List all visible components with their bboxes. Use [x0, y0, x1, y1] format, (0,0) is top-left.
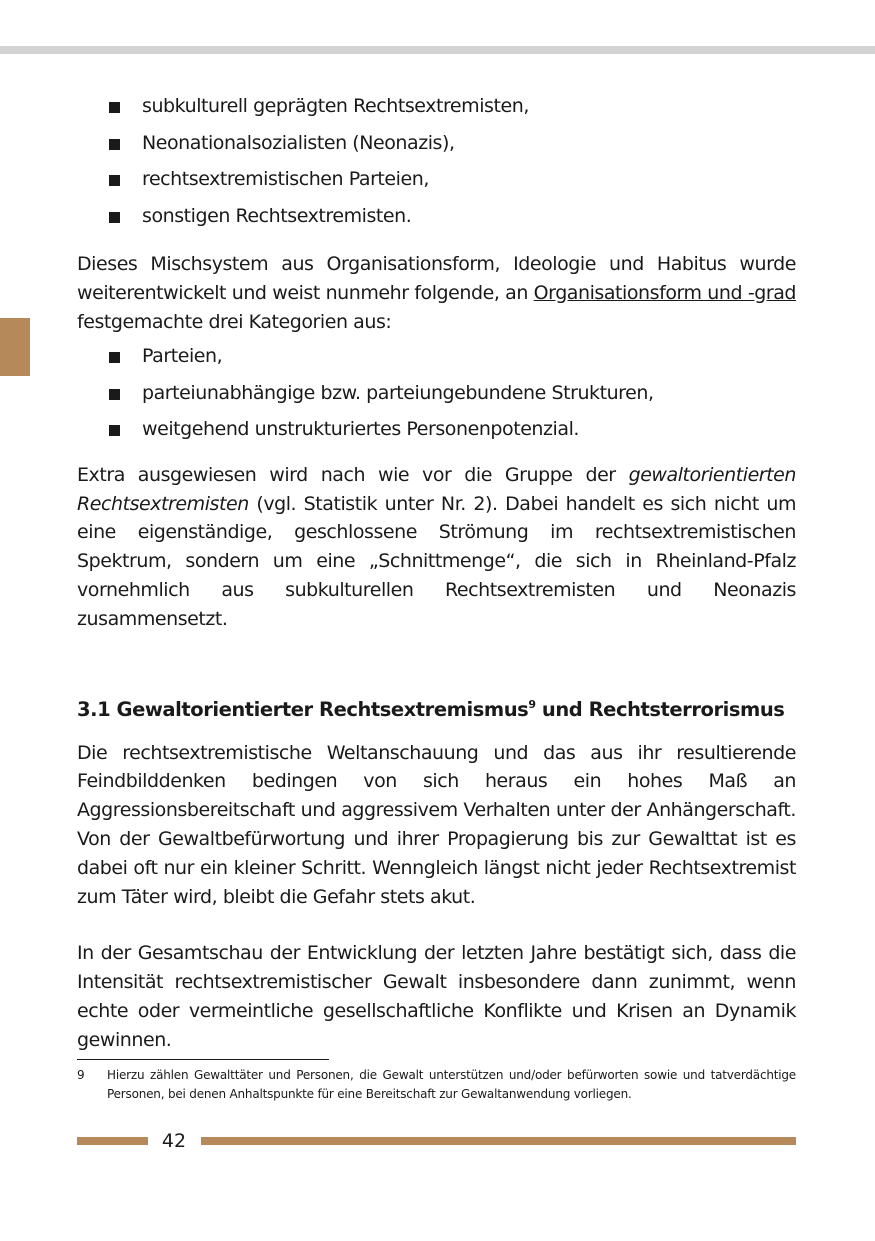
- list-item-text: Neonationalsozialisten (Neonazis),: [142, 131, 455, 154]
- list-item: [77, 161, 796, 198]
- list-item-text: sonstigen Rechtsextremisten.: [142, 204, 412, 227]
- bullet-list-groups: [77, 88, 796, 234]
- footnote: [77, 1066, 796, 1104]
- footnote-rule: [77, 1059, 329, 1060]
- square-bullet-icon: [109, 352, 120, 363]
- list-item: [77, 375, 796, 412]
- paragraph-gesamtschau: In der Gesamtschau der Entwicklung der letzten Jahre bestätigt sich, dass die Intensität rechtsextremistischer Gewalt insbesondere dann zunimmt, wenn echte oder vermeintliche gesellschaftliche Konflikte und Krisen an Dynamik gewinnen.: [77, 942, 796, 1051]
- list-item-text: parteiunabhängige bzw. parteiungebundene Strukturen,: [142, 381, 654, 404]
- paragraph-gewaltorientierte: Extra ausgewiesen wird nach wie vor die Gruppe der gewaltorientierten Rechtsextremisten (vgl. Statistik unter Nr. 2). Dabei handelt es sich nicht um eine eigenständige, geschlossene Strömung im rechtsextremistischen Spektrum, sondern um eine „Schnittmenge“, die sich in Rheinland-Pfalz vornehmlich aus subkulturellen Rechtsextremisten und Neonazis zusammensetzt.: [77, 463, 796, 630]
- page-bar-right: [201, 1137, 796, 1145]
- page-number: 42: [161, 1130, 187, 1152]
- underlined-text: Organisationsform und -grad: [533, 281, 796, 304]
- page-bar-left: [77, 1137, 148, 1145]
- square-bullet-icon: [109, 212, 120, 223]
- italic-term: gewaltorientierten Rechtsextremisten: [77, 463, 796, 515]
- chapter-tab-marker: [0, 318, 30, 376]
- page-body: [77, 88, 796, 1055]
- paragraph-weltanschauung: Die rechtsextremistische Weltanschauung und das aus ihr resultierende Feindbilddenken bedingen von sich heraus ein hohes Maß an Aggressionsbereitschaft und aggressivem Verhalten unter der Anhängerschaft. Von der Gewaltbefürwortung und ihrer Propagierung bis zur Gewalttat ist es dabei oft nur ein kleiner Schritt. Wenngleich längst nicht jeder Rechtsextremist zum Täter wird, bleibt die Gefahr stets akut.: [77, 741, 796, 908]
- list-item: [77, 338, 796, 375]
- paragraph-mischsystem: Dieses Mischsystem aus Organisationsform, Ideologie und Habitus wurde weiterentwickelt und weist nunmehr folgende, an Organisationsform und -grad festgemachte drei Kategorien aus:: [77, 253, 796, 333]
- header-rule: [0, 46, 875, 54]
- list-item: [77, 198, 796, 235]
- list-item: [77, 88, 796, 125]
- list-item-text: weitgehend unstrukturiertes Personenpotenzial.: [142, 418, 579, 441]
- list-item: [77, 411, 796, 448]
- square-bullet-icon: [109, 389, 120, 400]
- list-item-text: Parteien,: [142, 345, 223, 368]
- square-bullet-icon: [109, 102, 120, 113]
- footnote-text: Hierzu zählen Gewalttäter und Personen, die Gewalt unterstützen und/oder befürworten sowie und tatverdächtige Personen, bei denen Anhaltspunkte für eine Bereitschaft zur Gewaltanwendung vorliegen.: [107, 1068, 796, 1101]
- section-heading: 3.1 Gewaltorientierter Rechtsextremismus$^9$ und Rechtsterrorismus: [77, 697, 785, 721]
- bullet-list-categories: [77, 338, 796, 448]
- square-bullet-icon: [109, 175, 120, 186]
- list-item-text: rechtsextremistischen Parteien,: [142, 168, 429, 190]
- list-item-text: subkulturell geprägten Rechtsextremisten,: [142, 95, 529, 117]
- footnote-number: 9: [77, 1068, 85, 1082]
- footnote-reference[interactable]: 9: [528, 697, 536, 711]
- square-bullet-icon: [109, 425, 120, 436]
- square-bullet-icon: [109, 139, 120, 150]
- list-item: [77, 125, 796, 162]
